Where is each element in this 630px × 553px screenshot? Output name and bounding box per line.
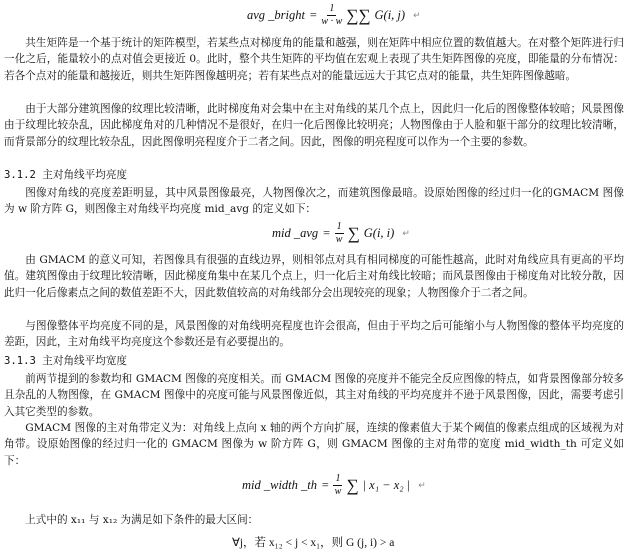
sum-symbol: ∑∑ (346, 6, 371, 25)
paragraph-2: 由于大部分建筑图像的纹理比较清晰，此时梯度角对会集中在主对角线的某几个点上，因此归一化后的图像整体较暗；风景图像由于纹理比较杂乱，因此梯度角对的几种情况不是很好，在归一化后图像比较明亮；人物图像由于人脸和躯干部分的纹理比较清晰，而背景部分的纹理比较杂乱，因此图像明亮程度介于二者之间。因此，图像的明亮程度可以作为一个主要的参数。 (4, 103, 624, 148)
paragraph-1: 共生矩阵是一个基于统计的矩阵模型，若某些点对梯度角的能量和越强，则在矩阵中相应位置的数值越大。在对整个矩阵进行归一化之后，能量较小的点对值会更接近 0。此时，整个共生矩阵的平均值在宏观上表现了共生矩阵图像的亮度，即能量的分布情况：若各个点对的能量和越接近，则共生矩阵图像越明亮；若有某些点对的能量远远大于其它点对的能量，共生矩阵图像越暗。 (4, 37, 624, 82)
fraction-numerator: 1 (336, 221, 342, 232)
paragraph-mark-icon: ↵ (413, 10, 421, 20)
fraction-numerator: 1 (329, 3, 335, 14)
formula-fraction (333, 474, 342, 497)
paragraph-8: 上式中的 x₁₁ 与 x₁₂ 为满足如下条件的最大区间： (25, 514, 259, 526)
sum-symbol: ∑ (347, 224, 360, 243)
paragraph-7: GMACM 图像的主对角带定义为：对角线上点向 x 轴的两个方向扩展，连续的像素值大于某个阈值的像素点组成的区域视为对角带。设原始图像的经过归一化的 GMACM 图像为 w 阶方阵 G，则 GMACM 图像的主对角带的宽度 mid_width_th 可定义如下： (4, 422, 624, 467)
formula-fraction (335, 222, 344, 245)
formula-lhs: mid _width _th (242, 478, 318, 492)
formula-avg-bright (247, 4, 421, 27)
paragraph-5: 与图像整体平均亮度不同的是，风景图像的对角线明亮程度也许会很高，但由于平均之后可能缩小与人物图像的整体平均亮度的差距，因此，主对角线平均亮度这个参数还是有必要提出的。 (4, 320, 624, 349)
formula-equals: = (308, 8, 318, 22)
condition-formula: ∀j，若 x₁₂ < j < x₁，则 G (j, i) > a (232, 537, 395, 549)
paragraph-3: 图像对角线的亮度差距明显，其中风景图像最亮，人物图像次之，而建筑图像最暗。设原始图像的经过归一化的GMACM 图像为 w 阶方阵 G，则图像主对角线平均亮度 mid_avg 的定义如下： (4, 187, 624, 216)
formula-equals: = (321, 478, 330, 492)
paragraph-mark-icon: ↵ (402, 228, 410, 238)
section-heading-3-1-3: 3.1.3 主对角线平均宽度 (4, 355, 128, 367)
fraction-denominator: w (334, 486, 342, 497)
fraction-numerator: 1 (335, 473, 341, 484)
fraction-denominator: w · w (321, 16, 343, 27)
formula-rhs: | x₁ − x₂ | (362, 478, 411, 492)
paragraph-6: 前两节提到的参数均和 GMACM 图像的亮度相关。而 GMACM 图像的亮度并不能完全反应图像的特点，如背景图像部分较多且杂乱的人物图像，在 GMACM 图像中的亮度可能与风景图像近似，其主对角线的平均亮度并不逊于风景图像，因此，需要考虑引入其它类型的参数。 (4, 373, 624, 418)
sum-symbol: ∑ (346, 476, 359, 495)
formula-lhs: mid _avg (272, 226, 319, 240)
section-heading-3-1-2: 3.1.2 主对角线平均亮度 (4, 169, 128, 181)
formula-rhs: G(i, i) (363, 226, 395, 240)
formula-mid-width-th (242, 474, 426, 497)
formula-fraction (321, 4, 342, 27)
formula-lhs: avg _bright (247, 8, 305, 22)
formula-rhs: G(i, j) (374, 8, 406, 22)
paragraph-4: 由 GMACM 的意义可知，若图像具有很强的直线边界，则相邻点对具有相同梯度的可能性越高，此时对角线应具有更高的平均值。建筑图像由于纹理比较清晰，因此梯度角集中在某几个点上，归一化后主对角线比较暗；而风景图像由于梯度角对比较分散，因此归一化后像素点之间的数值差距不大，因此数值较高的对角线部分会出现较亮的现象；人物图像介于二者之间。 (4, 254, 624, 299)
fraction-denominator: w (335, 234, 343, 245)
formula-mid-avg (272, 222, 410, 245)
formula-equals: = (322, 226, 331, 240)
paragraph-mark-icon: ↵ (418, 480, 426, 490)
